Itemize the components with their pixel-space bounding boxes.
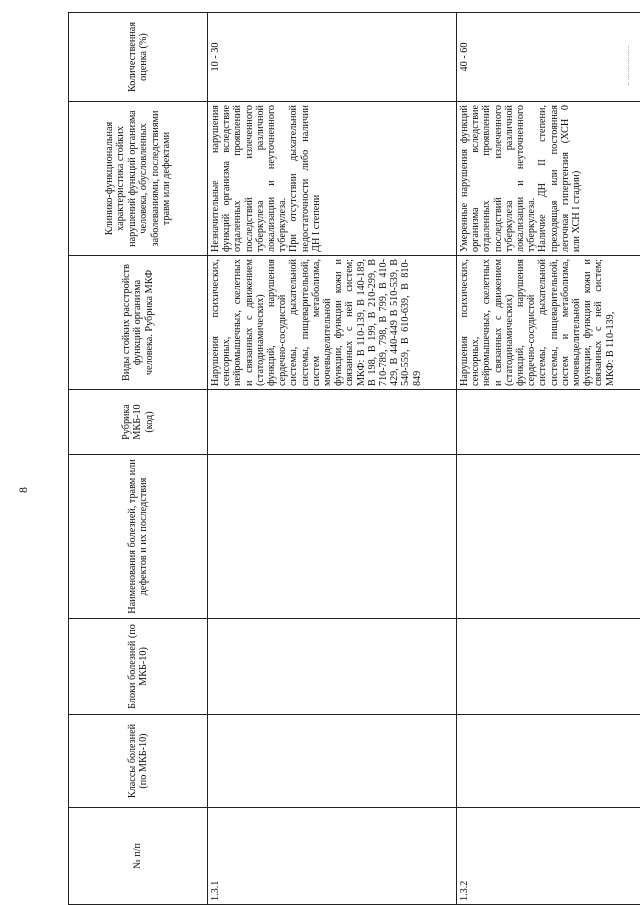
row-number: 1.3.2 — [457, 808, 640, 905]
row-function-types: Нарушения психических, сенсорных, нейромышечных, скелетных и связанных с движением (статодинамических) функций, нарушения сердечно-сосудистой системы, дыхательной системы, пищеварительной, систем и метаболизма, мочевыделительной функции, функции кожи и связанных с ней систем; МКФ: В 110-139, — [457, 256, 640, 390]
header-classes: Классы болезней (по МКБ-10) — [69, 715, 208, 808]
row-names — [457, 455, 640, 619]
table-row — [208, 13, 457, 905]
scan-artifact — [628, 45, 634, 85]
table-row — [457, 13, 640, 905]
header-rubric: Рубрика МКБ-10 (код) — [69, 390, 208, 455]
header-blocks: Блоки болезней (по МКБ-10) — [69, 619, 208, 715]
header-quant: Количественная оценка (%) — [69, 13, 208, 102]
row-rubric — [208, 390, 457, 455]
row-function-types: Нарушения психических, сенсорных, нейромышечных, скелетных и связанных с движением (статодинамических) функций, нарушения сердечно-сосудистой системы, дыхательной системы, пищеварительной, систем метаболизма, мочевыделительной функции, функции кожи и связанных с ней систем; МКФ: В 110-139, В 140-189, В 198, В 199, В 210-299, В 710-789, 798, В 799, В 410-429, В 440-449 В 510-539, В 540-559, В 610-639, В 810-849 — [208, 256, 457, 390]
row-clinical-text-1: Умеренные нарушения функций организма вследствие отдаленных проявлений последствий излеченного туберкулеза различной локализации и неуточненного туберкулеза. — [459, 105, 538, 252]
row-rubric — [457, 390, 640, 455]
row-classes — [457, 715, 640, 808]
row-clinical-text-2: Наличие ДН II степени, преходящая или постоянная легочная гипертензия (ХСН 0 или ХСН I стадии) — [537, 105, 583, 252]
row-classes — [208, 715, 457, 808]
header-names: Наименования болезней, травм или дефектов и их последствия — [69, 455, 208, 619]
table-header-row — [69, 13, 208, 905]
row-clinical-text-1: Незначительные нарушения функций организма вследствие отдаленных проявлений последствий излеченного туберкулеза различной локализации и неуточненного туберкулеза. — [210, 105, 289, 252]
row-number: 1.3.1 — [208, 808, 457, 905]
row-blocks — [457, 619, 640, 715]
disability-criteria-table — [68, 12, 640, 905]
row-clinical-text-2: При отсутствии дыхательной недостаточности либо наличии ДН I степени — [288, 105, 322, 252]
row-names — [208, 455, 457, 619]
header-num: № п/п — [69, 808, 208, 905]
page-number: 8 — [16, 487, 30, 493]
row-blocks — [208, 619, 457, 715]
header-types: Виды стойких расстройств функций организма человека. Рубрика МКФ — [69, 256, 208, 390]
row-clinical — [457, 102, 640, 256]
row-quant: 10 - 30 — [208, 13, 457, 102]
row-clinical — [208, 102, 457, 256]
header-clinical: Клинико-функциональная характеристика стойких нарушений функций организма человека, обусловленных заболеваниями, последствиями травм или дефектами — [69, 102, 208, 256]
row-quant: 40 - 60 — [457, 13, 640, 102]
